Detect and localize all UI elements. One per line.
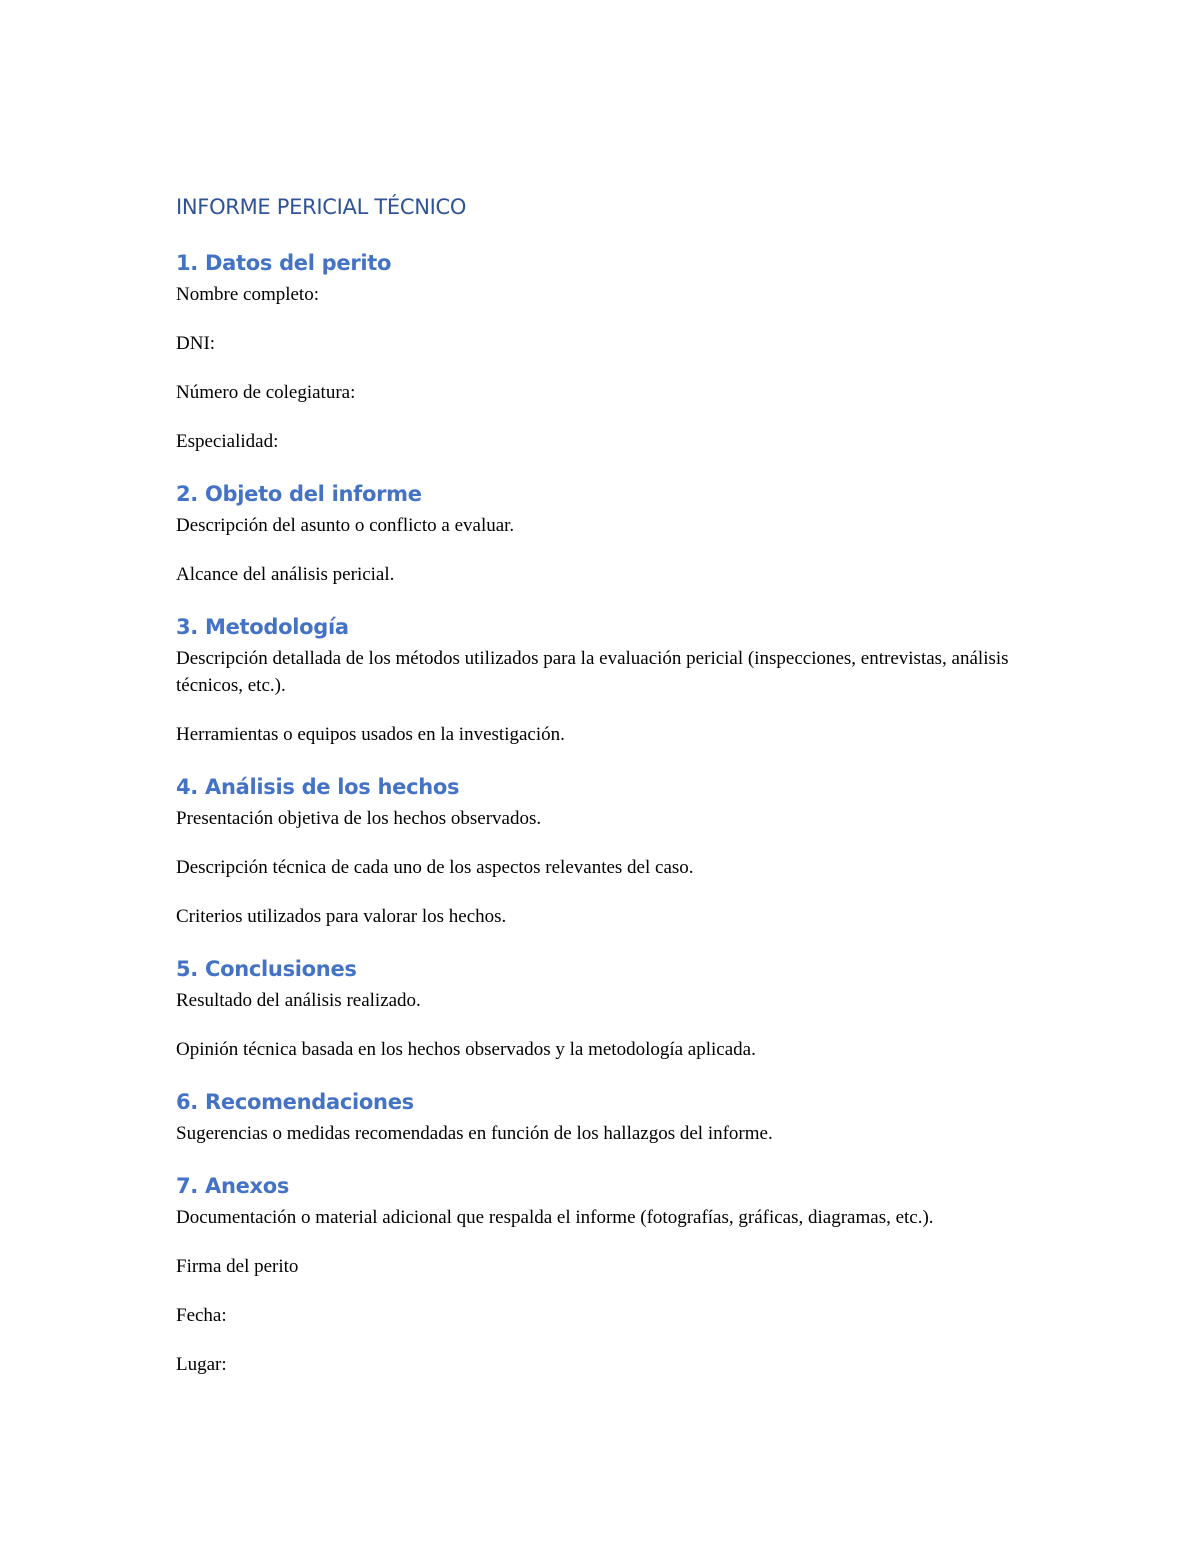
section-objeto-informe <box>176 479 1026 588</box>
paragraph: Resultado del análisis realizado. <box>176 990 421 1011</box>
field-especialidad: Especialidad: <box>176 431 279 452</box>
section-datos-perito <box>176 248 1026 455</box>
signature-label: Firma del perito <box>176 1256 299 1277</box>
paragraph: Presentación objetiva de los hechos observados. <box>176 808 542 829</box>
paragraph: Descripción técnica de cada uno de los aspectos relevantes del caso. <box>176 857 694 878</box>
section-analisis-hechos <box>176 772 1026 930</box>
paragraph: Descripción detallada de los métodos utilizados para la evaluación pericial (inspecciones, entrevistas, análisis técnicos, etc.). <box>176 648 1009 696</box>
section-conclusiones <box>176 954 1026 1063</box>
section-heading: 7. Anexos <box>176 1174 290 1198</box>
document-body <box>176 192 1026 1378</box>
section-metodologia <box>176 612 1026 748</box>
signature-block <box>176 1253 1026 1378</box>
section-heading: 1. Datos del perito <box>176 251 392 275</box>
paragraph: Criterios utilizados para valorar los hechos. <box>176 906 507 927</box>
section-heading: 3. Metodología <box>176 615 349 639</box>
paragraph: Documentación o material adicional que respalda el informe (fotografías, gráficas, diagramas, etc.). <box>176 1207 934 1228</box>
section-heading: 2. Objeto del informe <box>176 482 422 506</box>
section-anexos <box>176 1171 1026 1231</box>
field-nombre-completo: Nombre completo: <box>176 284 319 305</box>
document-title: INFORME PERICIAL TÉCNICO <box>176 195 467 219</box>
field-dni: DNI: <box>176 333 216 354</box>
section-heading: 4. Análisis de los hechos <box>176 775 460 799</box>
paragraph: Herramientas o equipos usados en la investigación. <box>176 724 565 745</box>
date-label: Fecha: <box>176 1305 227 1326</box>
section-heading: 6. Recomendaciones <box>176 1090 414 1114</box>
paragraph: Alcance del análisis pericial. <box>176 564 395 585</box>
section-heading: 5. Conclusiones <box>176 957 357 981</box>
paragraph: Descripción del asunto o conflicto a evaluar. <box>176 515 515 536</box>
place-label: Lugar: <box>176 1354 227 1375</box>
field-numero-colegiatura: Número de colegiatura: <box>176 382 356 403</box>
paragraph: Opinión técnica basada en los hechos observados y la metodología aplicada. <box>176 1039 756 1060</box>
paragraph: Sugerencias o medidas recomendadas en función de los hallazgos del informe. <box>176 1123 773 1144</box>
section-recomendaciones <box>176 1087 1026 1147</box>
